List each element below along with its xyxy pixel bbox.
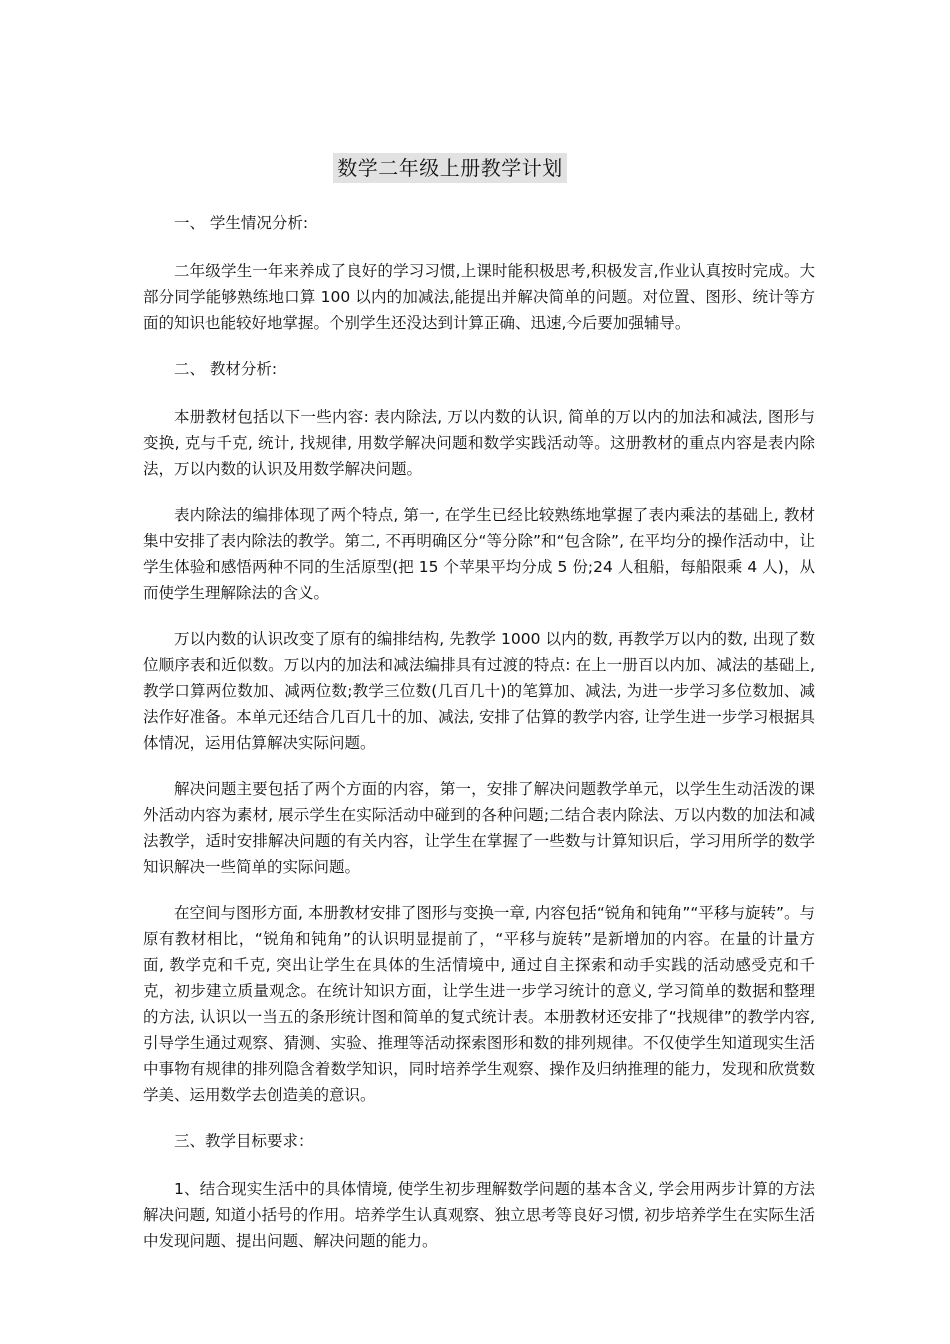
title-container <box>0 153 950 183</box>
paragraph: 解决问题主要包括了两个方面的内容，第一，安排了解决问题教学单元，以学生生动活泼的课外活动内容为素材, 展示学生在实际活动中碰到的各种问题;二结合表内除法、万以内数的加法和减法教学，适时安排解决问题的有关内容，让学生在掌握了一些数与计算知识后，学习用所学的数学知识解决一些简单的实际问题。 <box>143 780 815 876</box>
section-heading-student-analysis: 一、 学生情况分析: <box>174 214 309 232</box>
paragraph: 在空间与图形方面, 本册教材安排了图形与变换一章, 内容包括“锐角和钝角”“平移与旋转”。与原有教材相比，“锐角和钝角”的认识明显提前了，“平移与旋转”是新增加的内容。在量的计量方面, 教学克和千克, 突出让学生在具体的生活情境中, 通过自主探索和动手实践的活动感受克和千克，初步建立质量观念。在统计知识方面，让学生进一步学习统计的意义, 学习简单的数据和整理的方法, 认识以一当五的条形统计图和简单的复式统计表。本册教材还安排了“找规律”的教学内容, 引导学生通过观察、猜测、实验、推理等活动探索图形和数的排列规律。不仅使学生知道现实生活中事物有规律的排列隐含着数学知识，同时培养学生观察、操作及归纳推理的能力，发现和欣赏数学美、运用数学去创造美的意识。 <box>143 904 815 1104</box>
paragraph: 表内除法的编排体现了两个特点, 第一, 在学生已经比较熟练地掌握了表内乘法的基础上, 教材集中安排了表内除法的教学。第二, 不再明确区分“等分除”和“包含除”, 在平均分的操作活动中，让学生体验和感悟两种不同的生活原型(把 15 个苹果平均分成 5 份;24 人租船，每船限乘 4 人)，从而使学生理解除法的含义。 <box>143 506 815 602</box>
paragraph: 1、结合现实生活中的具体情境, 使学生初步理解数学问题的基本含义, 学会用两步计算的方法解决问题, 知道小括号的作用。培养学生认真观察、独立思考等良好习惯, 初步培养学生在实际生活中发现问题、提出问题、解决问题的能力。 <box>143 1180 815 1250</box>
paragraph: 本册教材包括以下一些内容: 表内除法, 万以内数的认识, 简单的万以内的加法和减法, 图形与变换, 克与千克, 统计, 找规律, 用数学解决问题和数学实践活动等。这册教材的重点内容是表内除法，万以内数的认识及用数学解决问题。 <box>143 408 815 478</box>
paragraph: 二年级学生一年来养成了良好的学习习惯,上课时能积极思考,积极发言,作业认真按时完成。大部分同学能够熟练地口算 100 以内的加减法,能提出并解决简单的问题。对位置、图形、统计等方面的知识也能较好地掌握。个别学生还没达到计算正确、迅速,今后要加强辅导。 <box>143 262 815 332</box>
paragraph: 万以内数的认识改变了原有的编排结构, 先教学 1000 以内的数, 再教学万以内的数, 出现了数位顺序表和近似数。万以内的加法和减法编排具有过渡的特点: 在上一册百以内加、减法的基础上, 教学口算两位数加、减两位数;教学三位数(几百几十)的笔算加、减法, 为进一步学习多位数加、减法作好准备。本单元还结合几百几十的加、减法, 安排了估算的教学内容, 让学生进一步学习根据具体情况，运用估算解决实际问题。 <box>143 630 815 752</box>
section-heading-teaching-goals: 三、教学目标要求： <box>174 1132 314 1150</box>
section-heading-textbook-analysis: 二、 教材分析: <box>174 360 278 378</box>
document-body <box>143 210 815 1274</box>
document-title: 数学二年级上册教学计划 <box>333 153 567 183</box>
